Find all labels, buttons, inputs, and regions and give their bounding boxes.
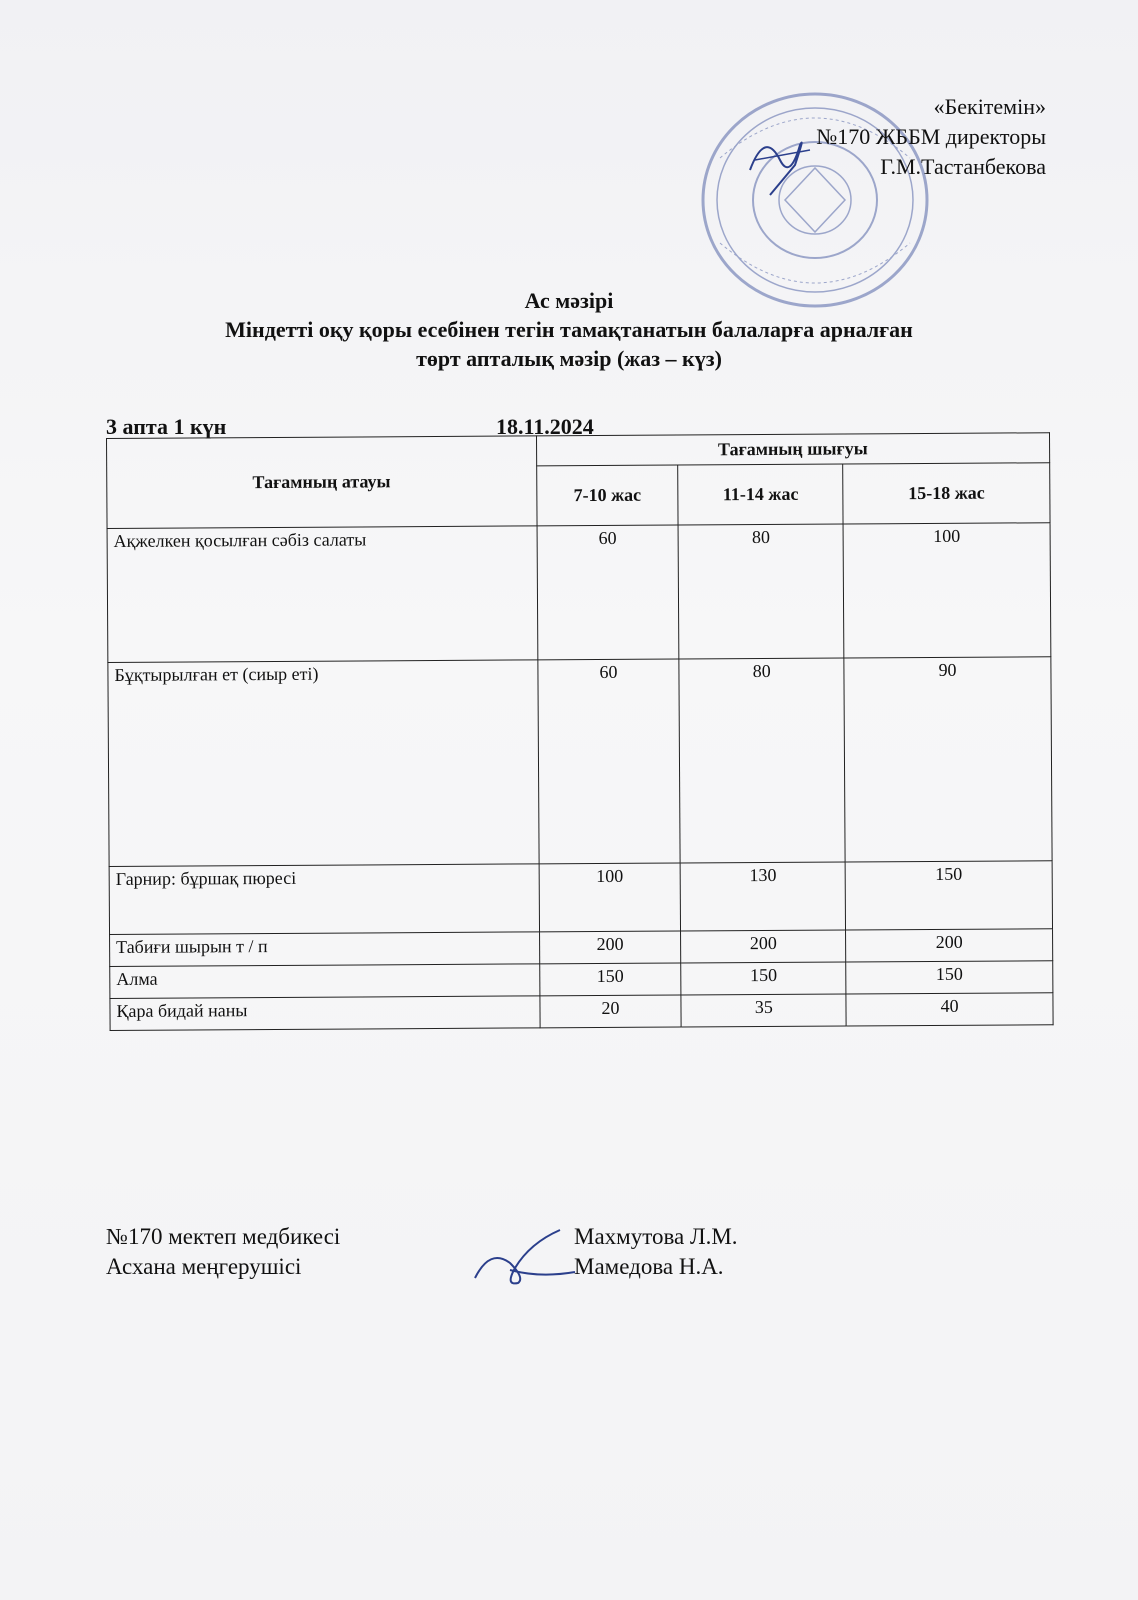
portion-value: 80 — [679, 658, 845, 863]
age-header-11-14: 11-14 жас — [678, 464, 843, 525]
portion-value: 150 — [845, 861, 1052, 930]
dish-name: Гарнир: бұршақ пюресі — [109, 864, 539, 935]
table-row — [107, 523, 1051, 663]
portion-value: 130 — [680, 862, 845, 931]
yield-header: Тағамның шығуы — [536, 433, 1050, 466]
canteen-signature — [470, 1228, 580, 1288]
canteen-name: Мамедова Н.А. — [574, 1254, 724, 1279]
signature-block — [106, 1222, 738, 1282]
document-title — [0, 286, 1138, 373]
portion-value: 90 — [844, 657, 1052, 862]
portion-value: 60 — [537, 659, 680, 864]
title-line-2: Міндетті оқу қоры есебінен тегін тамақтанатын балаларға арналған — [225, 317, 913, 342]
canteen-row — [106, 1252, 724, 1282]
table-row — [108, 657, 1052, 867]
portion-value: 150 — [539, 963, 681, 996]
dish-name: Ақжелкен қосылған сәбіз салаты — [107, 526, 537, 663]
age-header-7-10: 7-10 жас — [536, 465, 678, 526]
dish-name: Табиғи шырын т / п — [110, 932, 540, 967]
day-line — [106, 414, 594, 440]
name-header: Тағамның атауы — [107, 436, 537, 529]
approval-title: «Бекітемін» — [933, 94, 1046, 119]
dish-name: Бұқтырылған ет (сиыр еті) — [108, 660, 539, 867]
title-line-1: Ас мәзірі — [524, 288, 614, 313]
portion-value: 80 — [678, 524, 844, 659]
approval-position: №170 ЖББМ директоры — [816, 124, 1046, 149]
portion-value: 20 — [539, 995, 681, 1028]
nurse-row — [106, 1222, 738, 1252]
approval-name: Г.М.Тастанбекова — [880, 154, 1046, 179]
director-signature — [740, 120, 820, 200]
approval-block — [816, 92, 1046, 182]
canteen-role: Асхана меңгерушісі — [106, 1254, 302, 1279]
portion-value: 200 — [539, 931, 681, 964]
table-row — [109, 861, 1052, 935]
age-header-15-18: 15-18 жас — [843, 463, 1050, 524]
day-label: 3 апта 1 күн — [106, 414, 227, 439]
portion-value: 200 — [681, 930, 846, 963]
table-row — [110, 993, 1053, 1031]
menu-table — [106, 432, 1054, 1031]
dish-name: Қара бидай наны — [110, 996, 540, 1031]
portion-value: 150 — [846, 961, 1053, 994]
dish-name: Алма — [110, 964, 540, 999]
portion-value: 100 — [539, 863, 681, 932]
portion-value: 35 — [681, 994, 846, 1027]
nurse-name: Махмутова Л.М. — [574, 1224, 738, 1249]
title-line-3: төрт апталық мәзір (жаз – күз) — [416, 346, 722, 371]
day-date: 18.11.2024 — [496, 414, 594, 439]
portion-value: 100 — [843, 523, 1051, 658]
portion-value: 60 — [537, 525, 680, 660]
portion-value: 150 — [681, 962, 846, 995]
portion-value: 200 — [846, 929, 1053, 962]
portion-value: 40 — [846, 993, 1053, 1026]
nurse-role: №170 мектеп медбикесі — [106, 1224, 341, 1249]
